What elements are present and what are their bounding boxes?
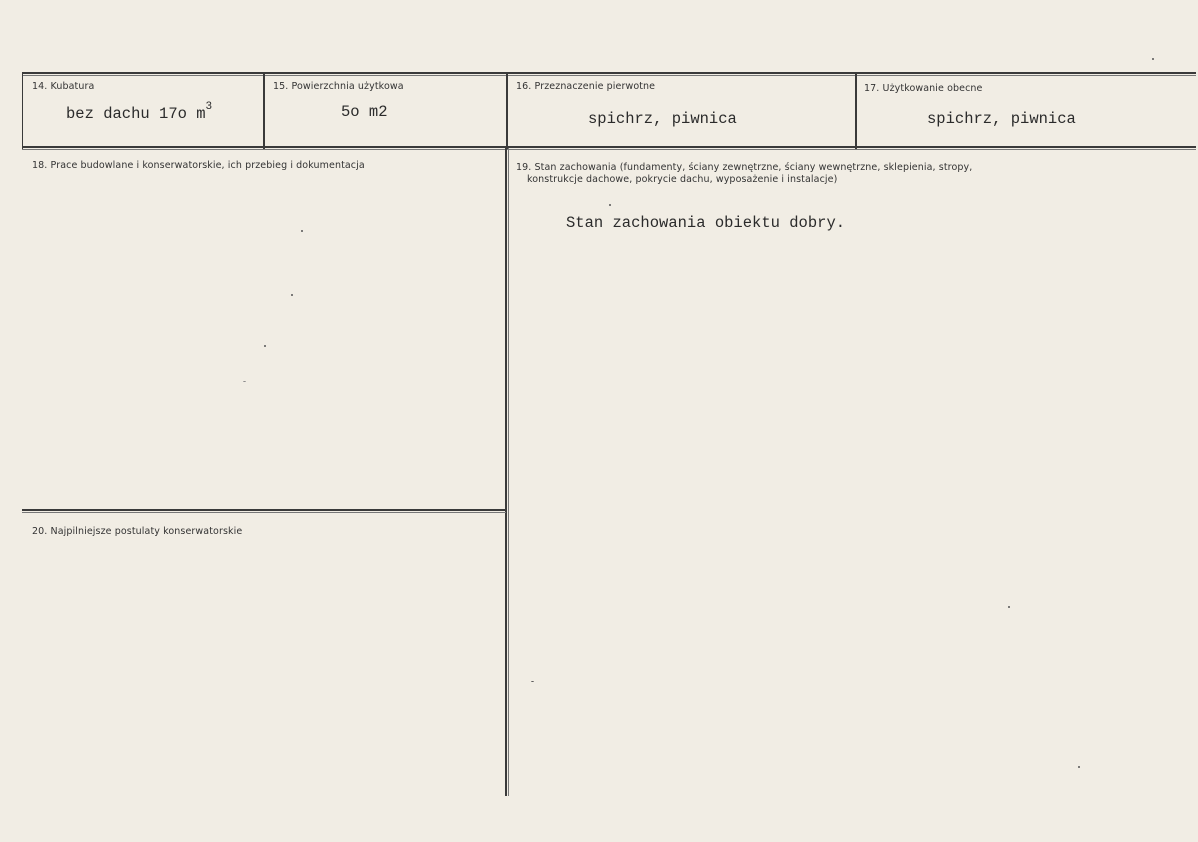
paper-speck — [301, 230, 303, 232]
field-19-label-line2: konstrukcje dachowe, pokrycie dachu, wyposażenie i instalacje) — [527, 174, 838, 185]
field-18-label: 18. Prace budowlane i konserwatorskie, ich przebieg i dokumentacja — [32, 160, 365, 171]
row1-bottom-rule — [22, 146, 1196, 148]
paper-speck — [1078, 766, 1080, 768]
paper-speck — [1008, 606, 1010, 608]
row1-divider-1 — [22, 73, 23, 149]
section-18-20-rule — [22, 509, 506, 511]
field-14-value-superscript: 3 — [205, 101, 213, 113]
field-15-label: 15. Powierzchnia użytkowa — [273, 81, 404, 92]
paper-speck — [291, 294, 293, 296]
field-17-value: spichrz, piwnica — [927, 110, 1076, 128]
section-18-20-rule-thin — [22, 512, 506, 513]
top-rule-thin — [22, 75, 1196, 76]
row1-divider-3 — [506, 73, 508, 149]
field-16-value: spichrz, piwnica — [588, 110, 737, 128]
paper-speck — [243, 381, 246, 382]
top-rule — [22, 72, 1196, 74]
row1-bottom-rule-thin — [22, 149, 1196, 150]
main-vertical-divider — [505, 148, 507, 796]
field-20-label: 20. Najpilniejsze postulaty konserwatorskie — [32, 526, 243, 537]
paper-speck — [531, 681, 534, 682]
field-16-label: 16. Przeznaczenie pierwotne — [516, 81, 656, 92]
field-14-label: 14. Kubatura — [32, 81, 95, 92]
paper-speck — [264, 345, 266, 347]
field-19-label-line1: 19. Stan zachowania (fundamenty, ściany zewnętrzne, ściany wewnętrzne, sklepienia, stropy, — [516, 162, 973, 173]
field-14-value-text: bez dachu 17o m — [66, 105, 206, 124]
row1-divider-4 — [855, 73, 857, 149]
paper-speck — [609, 204, 611, 206]
paper-speck — [1152, 58, 1154, 60]
field-17-label: 17. Użytkowanie obecne — [864, 83, 983, 94]
field-19-value: Stan zachowania obiektu dobry. — [566, 214, 846, 232]
field-15-value: 5o m2 — [341, 103, 388, 121]
row1-divider-2 — [263, 73, 265, 149]
main-vertical-divider-thin — [508, 148, 509, 796]
field-14-value — [66, 101, 213, 124]
